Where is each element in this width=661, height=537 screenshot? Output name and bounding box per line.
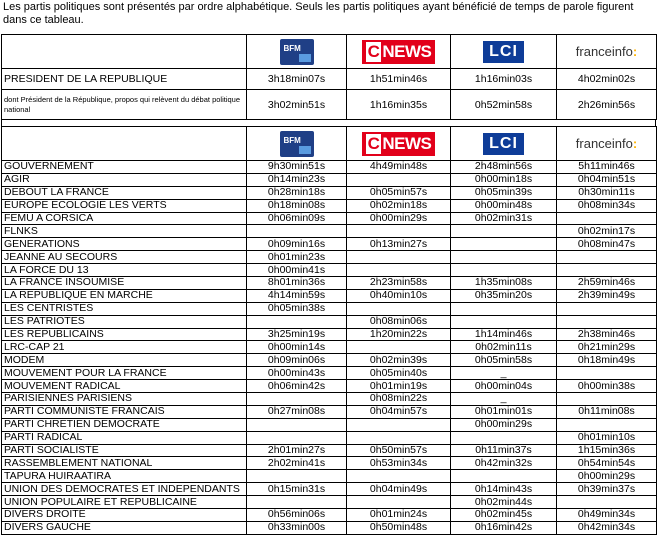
value-cell: _ — [451, 393, 557, 406]
value-cell: 0h56min06s — [247, 509, 347, 522]
value-cell: 2h59min46s — [557, 277, 657, 290]
party-name: DIVERS GAUCHE — [2, 521, 247, 534]
party-name: TAPURA HUIRAATIRA — [2, 470, 247, 483]
value-cell — [557, 302, 657, 315]
table-row — [2, 69, 657, 90]
table-row — [2, 289, 657, 302]
value-cell: 0h05min39s — [451, 186, 557, 199]
value-cell: 0h01min24s — [347, 509, 451, 522]
table-row — [2, 199, 657, 212]
value-cell: 0h27min08s — [247, 405, 347, 418]
channel-lci — [451, 127, 557, 161]
value-cell — [451, 225, 557, 238]
value-cell: 0h00min41s — [247, 264, 347, 277]
value-cell: 0h02min11s — [451, 341, 557, 354]
value-cell: 9h30min51s — [247, 161, 347, 174]
table-row — [2, 509, 657, 522]
channel-cnews — [347, 35, 451, 69]
value-cell: 0h04min49s — [347, 483, 451, 496]
value-cell — [347, 418, 451, 431]
lci-logo-icon: LCI — [483, 133, 524, 155]
party-name: MOUVEMENT RADICAL — [2, 380, 247, 393]
value-cell: 0h52min58s — [451, 90, 557, 120]
value-cell: 2h23min58s — [347, 277, 451, 290]
party-name: EUROPE ECOLOGIE LES VERTS — [2, 199, 247, 212]
value-cell — [557, 393, 657, 406]
row-label: PRESIDENT DE LA REPUBLIQUE — [2, 69, 247, 90]
value-cell: 0h09min16s — [247, 238, 347, 251]
row-label: dont Président de la République, propos qui relèvent du débat politique national — [2, 90, 247, 120]
channel-lci — [451, 35, 557, 69]
cnews-logo-icon: C NEWS — [362, 132, 436, 156]
value-cell: 0h21min29s — [557, 341, 657, 354]
table-row — [2, 483, 657, 496]
party-name: LES REPUBLICAINS — [2, 328, 247, 341]
party-name: RASSEMBLEMENT NATIONAL — [2, 457, 247, 470]
value-cell — [451, 238, 557, 251]
cnews-logo-icon: C NEWS — [362, 40, 436, 64]
value-cell: 5h11min46s — [557, 161, 657, 174]
party-name: DEBOUT LA FRANCE — [2, 186, 247, 199]
value-cell: 0h08min34s — [557, 199, 657, 212]
party-name: PARISIENNES PARISIENS — [2, 393, 247, 406]
value-cell: 0h06min09s — [247, 212, 347, 225]
value-cell: 1h15min36s — [557, 444, 657, 457]
table-row — [2, 496, 657, 509]
empty-header-cell — [2, 127, 247, 161]
value-cell: 0h05min38s — [247, 302, 347, 315]
party-name: MOUVEMENT POUR LA FRANCE — [2, 367, 247, 380]
value-cell — [347, 251, 451, 264]
table-row — [2, 470, 657, 483]
value-cell: 0h01min19s — [347, 380, 451, 393]
value-cell — [557, 315, 657, 328]
value-cell: 0h00min38s — [557, 380, 657, 393]
value-cell — [347, 302, 451, 315]
table-row — [2, 328, 657, 341]
value-cell — [557, 264, 657, 277]
value-cell: 0h09min06s — [247, 354, 347, 367]
value-cell: 0h42min32s — [451, 457, 557, 470]
value-cell: 2h48min56s — [451, 161, 557, 174]
value-cell: 0h04min57s — [347, 405, 451, 418]
value-cell: 0h00min29s — [557, 470, 657, 483]
value-cell — [451, 470, 557, 483]
channel-header-row — [2, 35, 657, 69]
value-cell: 0h53min34s — [347, 457, 451, 470]
value-cell: 3h18min07s — [247, 69, 347, 90]
value-cell: 0h02min45s — [451, 509, 557, 522]
value-cell: 0h50min48s — [347, 521, 451, 534]
table-row — [2, 418, 657, 431]
value-cell: 0h00min14s — [247, 341, 347, 354]
table-row — [2, 457, 657, 470]
table-row — [2, 225, 657, 238]
value-cell: 0h54min54s — [557, 457, 657, 470]
party-name: FLNKS — [2, 225, 247, 238]
value-cell: 0h00min29s — [451, 418, 557, 431]
lci-logo-icon: LCI — [483, 41, 524, 63]
value-cell: 8h01min36s — [247, 277, 347, 290]
president-table — [1, 34, 657, 120]
value-cell: 0h18min08s — [247, 199, 347, 212]
value-cell: 0h02min44s — [451, 496, 557, 509]
franceinfo-logo-icon: franceinfo: — [575, 44, 638, 59]
value-cell — [451, 251, 557, 264]
value-cell: 2h26min56s — [557, 90, 657, 120]
table-row — [2, 444, 657, 457]
value-cell: 1h35min08s — [451, 277, 557, 290]
value-cell: 4h02min02s — [557, 69, 657, 90]
value-cell: 0h00min18s — [451, 173, 557, 186]
value-cell: 0h01min01s — [451, 405, 557, 418]
party-name: LA FORCE DU 13 — [2, 264, 247, 277]
value-cell — [557, 496, 657, 509]
value-cell — [451, 264, 557, 277]
table-row — [2, 380, 657, 393]
value-cell — [557, 212, 657, 225]
value-cell — [451, 302, 557, 315]
value-cell: 2h39min49s — [557, 289, 657, 302]
table-row — [2, 341, 657, 354]
value-cell: 0h08min47s — [557, 238, 657, 251]
value-cell: 2h38min46s — [557, 328, 657, 341]
value-cell: 0h02min39s — [347, 354, 451, 367]
party-name: PARTI CHRETIEN DEMOCRATE — [2, 418, 247, 431]
party-name: UNION POPULAIRE ET REPUBLICAINE — [2, 496, 247, 509]
value-cell — [347, 264, 451, 277]
value-cell — [347, 470, 451, 483]
party-table — [1, 126, 657, 535]
value-cell: 0h18min49s — [557, 354, 657, 367]
party-name: LA FRANCE INSOUMISE — [2, 277, 247, 290]
party-name: LES PATRIOTES — [2, 315, 247, 328]
value-cell: 0h05min40s — [347, 367, 451, 380]
value-cell — [451, 431, 557, 444]
channel-franceinfo — [557, 127, 657, 161]
value-cell: 0h00min04s — [451, 380, 557, 393]
value-cell: 0h30min11s — [557, 186, 657, 199]
value-cell: 0h11min37s — [451, 444, 557, 457]
value-cell: 0h05min57s — [347, 186, 451, 199]
value-cell — [347, 173, 451, 186]
value-cell: 1h14min46s — [451, 328, 557, 341]
value-cell — [247, 470, 347, 483]
value-cell: 1h16min03s — [451, 69, 557, 90]
value-cell: 0h42min34s — [557, 521, 657, 534]
value-cell: 0h01min10s — [557, 431, 657, 444]
value-cell: 0h04min51s — [557, 173, 657, 186]
table-row — [2, 367, 657, 380]
value-cell — [247, 431, 347, 444]
party-name: PARTI COMMUNISTE FRANCAIS — [2, 405, 247, 418]
table-row — [2, 212, 657, 225]
table-row — [2, 354, 657, 367]
value-cell — [451, 315, 557, 328]
value-cell: 0h35min20s — [451, 289, 557, 302]
channel-bfmtv — [247, 35, 347, 69]
value-cell: 0h49min34s — [557, 509, 657, 522]
value-cell: 4h49min48s — [347, 161, 451, 174]
value-cell: 0h16min42s — [451, 521, 557, 534]
value-cell: 0h05min58s — [451, 354, 557, 367]
value-cell: 0h39min37s — [557, 483, 657, 496]
value-cell: 0h02min17s — [557, 225, 657, 238]
value-cell: 0h40min10s — [347, 289, 451, 302]
table-row — [2, 90, 657, 120]
value-cell: 0h33min00s — [247, 521, 347, 534]
party-name: PARTI RADICAL — [2, 431, 247, 444]
value-cell: 0h14min43s — [451, 483, 557, 496]
value-cell: 0h11min08s — [557, 405, 657, 418]
value-cell: 0h00min48s — [451, 199, 557, 212]
party-name: MODEM — [2, 354, 247, 367]
value-cell — [557, 367, 657, 380]
table-row — [2, 264, 657, 277]
franceinfo-logo-icon: franceinfo: — [575, 136, 638, 151]
value-cell — [347, 431, 451, 444]
party-name: GOUVERNEMENT — [2, 161, 247, 174]
value-cell: 1h20min22s — [347, 328, 451, 341]
party-name: FEMU A CORSICA — [2, 212, 247, 225]
table-separator — [1, 119, 656, 126]
value-cell: 0h08min06s — [347, 315, 451, 328]
party-name: LRC-CAP 21 — [2, 341, 247, 354]
value-cell — [347, 225, 451, 238]
value-cell: 0h15min31s — [247, 483, 347, 496]
channel-franceinfo — [557, 35, 657, 69]
value-cell: 0h02min18s — [347, 199, 451, 212]
table-row — [2, 238, 657, 251]
value-cell — [247, 496, 347, 509]
value-cell: 1h16min35s — [347, 90, 451, 120]
value-cell: 0h00min29s — [347, 212, 451, 225]
party-name: AGIR — [2, 173, 247, 186]
value-cell — [247, 418, 347, 431]
value-cell — [347, 341, 451, 354]
bfmtv-logo-icon: BFM — [280, 39, 314, 65]
value-cell — [247, 393, 347, 406]
table-row — [2, 521, 657, 534]
channel-bfmtv — [247, 127, 347, 161]
value-cell: 2h01min27s — [247, 444, 347, 457]
value-cell — [557, 251, 657, 264]
table-row — [2, 277, 657, 290]
value-cell: 0h02min31s — [451, 212, 557, 225]
channel-cnews — [347, 127, 451, 161]
value-cell: 2h02min41s — [247, 457, 347, 470]
value-cell: 3h25min19s — [247, 328, 347, 341]
table-row — [2, 315, 657, 328]
party-name: LA REPUBLIQUE EN MARCHE — [2, 289, 247, 302]
value-cell: _ — [451, 367, 557, 380]
party-name: DIVERS DROITE — [2, 509, 247, 522]
empty-header-cell — [2, 35, 247, 69]
bfmtv-logo-icon: BFM — [280, 131, 314, 157]
party-name: JEANNE AU SECOURS — [2, 251, 247, 264]
value-cell: 0h00min43s — [247, 367, 347, 380]
table-row — [2, 161, 657, 174]
value-cell: 0h28min18s — [247, 186, 347, 199]
value-cell: 0h06min42s — [247, 380, 347, 393]
intro-note: Les partis politiques sont présentés par ordre alphabétique. Seuls les partis politiques ayant bénéficié de temps de parole figurent dans ce tableau. — [3, 1, 634, 26]
value-cell: 0h08min22s — [347, 393, 451, 406]
value-cell — [247, 225, 347, 238]
party-name: LES CENTRISTES — [2, 302, 247, 315]
value-cell: 0h50min57s — [347, 444, 451, 457]
value-cell: 4h14min59s — [247, 289, 347, 302]
table-row — [2, 251, 657, 264]
party-name: UNION DES DEMOCRATES ET INDEPENDANTS — [2, 483, 247, 496]
value-cell: 3h02min51s — [247, 90, 347, 120]
value-cell — [347, 496, 451, 509]
table-row — [2, 393, 657, 406]
table-row — [2, 431, 657, 444]
value-cell: 0h13min27s — [347, 238, 451, 251]
table-row — [2, 173, 657, 186]
value-cell: 0h01min23s — [247, 251, 347, 264]
table-row — [2, 186, 657, 199]
value-cell — [247, 315, 347, 328]
party-name: PARTI SOCIALISTE — [2, 444, 247, 457]
table-row — [2, 405, 657, 418]
channel-header-row — [2, 127, 657, 161]
party-name: GENERATIONS — [2, 238, 247, 251]
table-row — [2, 302, 657, 315]
value-cell — [557, 418, 657, 431]
value-cell: 1h51min46s — [347, 69, 451, 90]
value-cell: 0h14min23s — [247, 173, 347, 186]
